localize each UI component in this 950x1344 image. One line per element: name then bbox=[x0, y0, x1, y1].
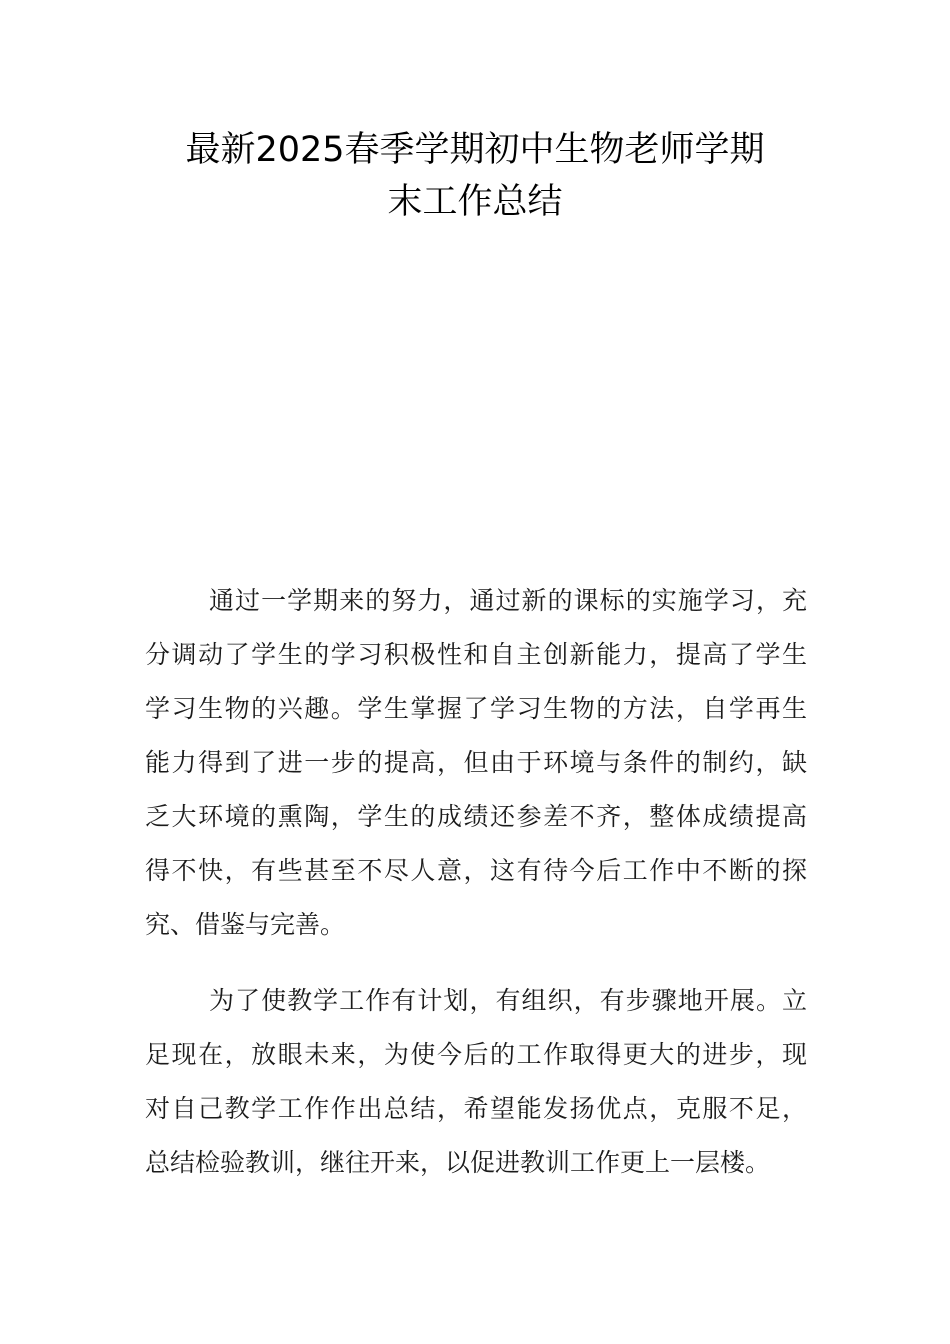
paragraph-line: 总结检验教训，继往开来，以促进教训工作更上一层楼。 bbox=[145, 1148, 771, 1177]
paragraph-line: 为了使教学工作有计划，有组织，有步骤地开展。立 bbox=[209, 986, 807, 1015]
paragraph-line: 足现在，放眼未来，为使今后的工作取得更大的进步，现 bbox=[145, 1040, 807, 1069]
paragraph-line: 分调动了学生的学习积极性和自主创新能力，提高了学生 bbox=[145, 640, 807, 669]
title-line: 最新2025春季学期初中生物老师学期 bbox=[185, 130, 765, 170]
paragraph-line: 通过一学期来的努力，通过新的课标的实施学习，充 bbox=[209, 586, 807, 615]
paragraph-line: 乏大环境的熏陶，学生的成绩还参差不齐，整体成绩提高 bbox=[145, 802, 807, 831]
body-paragraph bbox=[145, 574, 807, 952]
paragraph-line: 学习生物的兴趣。学生掌握了学习生物的方法，自学再生 bbox=[145, 694, 807, 723]
paragraph-line: 对自己教学工作作出总结，希望能发扬优点，克服不足， bbox=[145, 1094, 807, 1123]
paragraph-line: 能力得到了进一步的提高，但由于环境与条件的制约，缺 bbox=[145, 748, 807, 777]
paragraph-line: 得不快，有些甚至不尽人意，这有待今后工作中不断的探 bbox=[145, 856, 807, 885]
document-title bbox=[120, 124, 830, 228]
body-paragraph bbox=[145, 974, 807, 1190]
paragraph-line: 究、借鉴与完善。 bbox=[145, 910, 346, 939]
title-line: 末工作总结 bbox=[387, 182, 563, 222]
